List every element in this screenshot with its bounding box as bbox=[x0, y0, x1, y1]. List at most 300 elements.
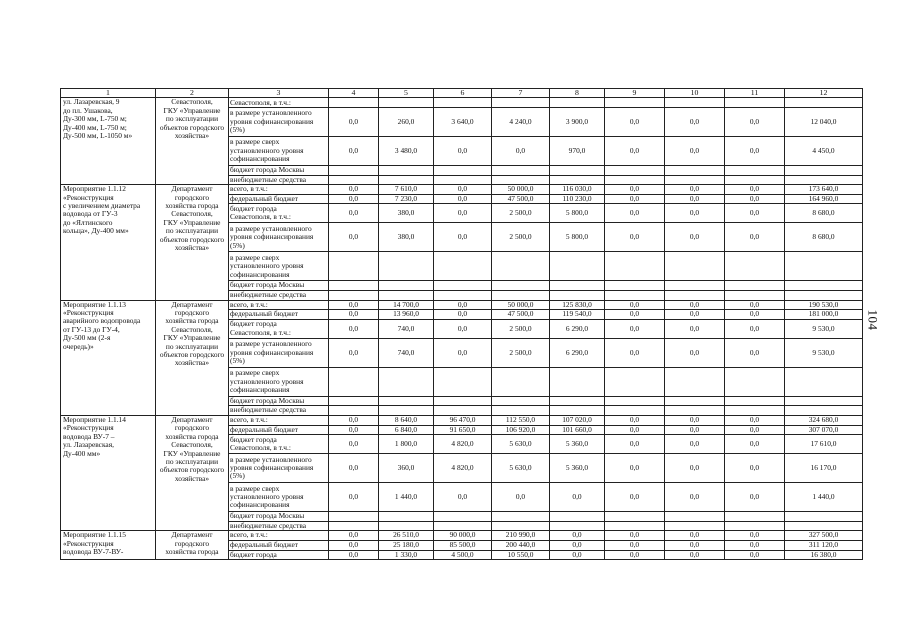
value-cell-col-4: 0,0 bbox=[329, 540, 379, 550]
value-cell-col-7: 112 550,0 bbox=[492, 415, 550, 425]
value-cell-col-6: 4 820,0 bbox=[434, 454, 492, 483]
value-cell-col-7: 5 630,0 bbox=[492, 435, 550, 454]
value-cell-col-9 bbox=[605, 396, 665, 406]
funding-source: в размере сверх установленного уровня софинансирования bbox=[229, 483, 329, 512]
value-cell-col-4: 0,0 bbox=[329, 435, 379, 454]
value-cell-col-9: 0,0 bbox=[605, 454, 665, 483]
value-cell-col-11: 0,0 bbox=[725, 137, 785, 166]
value-cell-col-10 bbox=[665, 252, 725, 281]
value-cell-col-5: 1 330,0 bbox=[379, 550, 434, 560]
value-cell-col-9: 0,0 bbox=[605, 550, 665, 560]
funding-source: бюджет города bbox=[229, 550, 329, 560]
value-cell-col-10: 0,0 bbox=[665, 415, 725, 425]
value-cell-col-12 bbox=[785, 406, 863, 416]
value-cell-col-8 bbox=[550, 512, 605, 522]
value-cell-col-7 bbox=[492, 252, 550, 281]
column-number-7: 7 bbox=[492, 89, 550, 98]
value-cell-col-6: 0,0 bbox=[434, 338, 492, 367]
measure-name: Мероприятие 1.1.12 «Реконструкция с увеличением диаметра водовода от ГУ-3 до «Ялтинского кольца», Ду-400 мм» bbox=[61, 185, 156, 300]
value-cell-col-5 bbox=[379, 252, 434, 281]
value-cell-col-8 bbox=[550, 521, 605, 531]
value-cell-col-11: 0,0 bbox=[725, 454, 785, 483]
value-cell-col-5: 26 510,0 bbox=[379, 531, 434, 541]
value-cell-col-8: 970,0 bbox=[550, 137, 605, 166]
value-cell-col-4: 0,0 bbox=[329, 338, 379, 367]
funding-source: внебюджетные средства bbox=[229, 175, 329, 185]
value-cell-col-7: 0,0 bbox=[492, 137, 550, 166]
value-cell-col-10 bbox=[665, 521, 725, 531]
value-cell-col-11: 0,0 bbox=[725, 338, 785, 367]
value-cell-col-9 bbox=[605, 406, 665, 416]
executor-name: Департамент городского хозяйства города Севастополя, ГКУ «Управление по эксплуатации объектов городского хозяйства» bbox=[156, 415, 229, 530]
value-cell-col-5: 360,0 bbox=[379, 454, 434, 483]
value-cell-col-9 bbox=[605, 290, 665, 300]
funding-source: всего, в т.ч.: bbox=[229, 300, 329, 310]
funding-source: бюджет города Москвы bbox=[229, 281, 329, 291]
value-cell-col-9: 0,0 bbox=[605, 531, 665, 541]
value-cell-col-6 bbox=[434, 175, 492, 185]
value-cell-col-11: 0,0 bbox=[725, 435, 785, 454]
value-cell-col-9 bbox=[605, 98, 665, 108]
value-cell-col-8 bbox=[550, 175, 605, 185]
column-number-9: 9 bbox=[605, 89, 665, 98]
funding-source: федеральный бюджет bbox=[229, 310, 329, 320]
value-cell-col-10 bbox=[665, 166, 725, 176]
executor-name: Департамент городского хозяйства города Севастополя, ГКУ «Управление по эксплуатации объектов городского хозяйства» bbox=[156, 300, 229, 415]
value-cell-col-7: 2 500,0 bbox=[492, 204, 550, 223]
value-cell-col-6: 85 500,0 bbox=[434, 540, 492, 550]
funding-source: бюджет города Москвы bbox=[229, 396, 329, 406]
value-cell-col-7: 47 500,0 bbox=[492, 310, 550, 320]
value-cell-col-11: 0,0 bbox=[725, 310, 785, 320]
value-cell-col-11 bbox=[725, 290, 785, 300]
value-cell-col-9: 0,0 bbox=[605, 223, 665, 252]
value-cell-col-12 bbox=[785, 281, 863, 291]
value-cell-col-7: 50 000,0 bbox=[492, 185, 550, 195]
value-cell-col-6: 0,0 bbox=[434, 204, 492, 223]
value-cell-col-12: 16 380,0 bbox=[785, 550, 863, 560]
funding-source: бюджет города Севастополя, в т.ч.: bbox=[229, 435, 329, 454]
value-cell-col-11: 0,0 bbox=[725, 300, 785, 310]
value-cell-col-7: 2 500,0 bbox=[492, 223, 550, 252]
value-cell-col-6 bbox=[434, 290, 492, 300]
value-cell-col-12 bbox=[785, 290, 863, 300]
value-cell-col-4 bbox=[329, 175, 379, 185]
value-cell-col-11: 0,0 bbox=[725, 194, 785, 204]
value-cell-col-8: 0,0 bbox=[550, 550, 605, 560]
value-cell-col-10: 0,0 bbox=[665, 483, 725, 512]
value-cell-col-6 bbox=[434, 98, 492, 108]
funding-source: федеральный бюджет bbox=[229, 540, 329, 550]
value-cell-col-11: 0,0 bbox=[725, 483, 785, 512]
value-cell-col-7: 10 550,0 bbox=[492, 550, 550, 560]
executor-name: Севастополя, ГКУ «Управление по эксплуатации объектов городского хозяйства» bbox=[156, 98, 229, 185]
value-cell-col-4: 0,0 bbox=[329, 550, 379, 560]
value-cell-col-11 bbox=[725, 252, 785, 281]
header-row bbox=[61, 89, 863, 98]
value-cell-col-12: 4 450,0 bbox=[785, 137, 863, 166]
value-cell-col-8 bbox=[550, 367, 605, 396]
table-row bbox=[61, 415, 863, 425]
value-cell-col-9: 0,0 bbox=[605, 435, 665, 454]
value-cell-col-9: 0,0 bbox=[605, 338, 665, 367]
value-cell-col-5: 25 180,0 bbox=[379, 540, 434, 550]
value-cell-col-10: 0,0 bbox=[665, 319, 725, 338]
budget-table-sheet bbox=[60, 88, 863, 560]
value-cell-col-9: 0,0 bbox=[605, 300, 665, 310]
value-cell-col-5 bbox=[379, 521, 434, 531]
value-cell-col-6: 0,0 bbox=[434, 223, 492, 252]
value-cell-col-5: 740,0 bbox=[379, 338, 434, 367]
funding-source: федеральный бюджет bbox=[229, 425, 329, 435]
value-cell-col-12: 173 640,0 bbox=[785, 185, 863, 195]
value-cell-col-10 bbox=[665, 367, 725, 396]
value-cell-col-10: 0,0 bbox=[665, 310, 725, 320]
value-cell-col-8: 116 030,0 bbox=[550, 185, 605, 195]
value-cell-col-5: 380,0 bbox=[379, 223, 434, 252]
value-cell-col-9 bbox=[605, 367, 665, 396]
value-cell-col-8: 0,0 bbox=[550, 531, 605, 541]
value-cell-col-11 bbox=[725, 512, 785, 522]
value-cell-col-8 bbox=[550, 98, 605, 108]
value-cell-col-10: 0,0 bbox=[665, 137, 725, 166]
value-cell-col-10 bbox=[665, 175, 725, 185]
column-number-11: 11 bbox=[725, 89, 785, 98]
table-row bbox=[61, 300, 863, 310]
value-cell-col-5: 13 960,0 bbox=[379, 310, 434, 320]
value-cell-col-8: 0,0 bbox=[550, 483, 605, 512]
value-cell-col-12: 17 610,0 bbox=[785, 435, 863, 454]
value-cell-col-10: 0,0 bbox=[665, 454, 725, 483]
value-cell-col-4: 0,0 bbox=[329, 194, 379, 204]
value-cell-col-6 bbox=[434, 406, 492, 416]
value-cell-col-7: 210 990,0 bbox=[492, 531, 550, 541]
value-cell-col-4 bbox=[329, 512, 379, 522]
value-cell-col-12: 324 680,0 bbox=[785, 415, 863, 425]
value-cell-col-9: 0,0 bbox=[605, 483, 665, 512]
value-cell-col-12 bbox=[785, 512, 863, 522]
value-cell-col-8: 101 660,0 bbox=[550, 425, 605, 435]
value-cell-col-6: 0,0 bbox=[434, 137, 492, 166]
value-cell-col-7: 106 920,0 bbox=[492, 425, 550, 435]
value-cell-col-10 bbox=[665, 396, 725, 406]
value-cell-col-11 bbox=[725, 175, 785, 185]
value-cell-col-5 bbox=[379, 175, 434, 185]
value-cell-col-6 bbox=[434, 252, 492, 281]
value-cell-col-10 bbox=[665, 98, 725, 108]
value-cell-col-11 bbox=[725, 166, 785, 176]
value-cell-col-6 bbox=[434, 521, 492, 531]
value-cell-col-7: 2 500,0 bbox=[492, 319, 550, 338]
value-cell-col-12: 9 530,0 bbox=[785, 319, 863, 338]
value-cell-col-5: 740,0 bbox=[379, 319, 434, 338]
column-number-12: 12 bbox=[785, 89, 863, 98]
value-cell-col-6: 0,0 bbox=[434, 300, 492, 310]
budget-table bbox=[60, 88, 863, 560]
value-cell-col-7 bbox=[492, 175, 550, 185]
value-cell-col-6: 3 640,0 bbox=[434, 108, 492, 137]
funding-source: всего, в т.ч.: bbox=[229, 185, 329, 195]
value-cell-col-6: 90 000,0 bbox=[434, 531, 492, 541]
value-cell-col-8: 3 900,0 bbox=[550, 108, 605, 137]
value-cell-col-11: 0,0 bbox=[725, 223, 785, 252]
funding-source: всего, в т.ч.: bbox=[229, 415, 329, 425]
value-cell-col-10 bbox=[665, 290, 725, 300]
funding-source: внебюджетные средства bbox=[229, 406, 329, 416]
funding-source: в размере установленного уровня софинансирования (5%) bbox=[229, 338, 329, 367]
value-cell-col-4: 0,0 bbox=[329, 108, 379, 137]
value-cell-col-12 bbox=[785, 175, 863, 185]
value-cell-col-7: 200 440,0 bbox=[492, 540, 550, 550]
value-cell-col-12 bbox=[785, 367, 863, 396]
value-cell-col-7: 50 000,0 bbox=[492, 300, 550, 310]
value-cell-col-7 bbox=[492, 281, 550, 291]
value-cell-col-11 bbox=[725, 98, 785, 108]
value-cell-col-10 bbox=[665, 406, 725, 416]
value-cell-col-8 bbox=[550, 290, 605, 300]
value-cell-col-5 bbox=[379, 98, 434, 108]
value-cell-col-12 bbox=[785, 396, 863, 406]
value-cell-col-4 bbox=[329, 281, 379, 291]
value-cell-col-10 bbox=[665, 281, 725, 291]
value-cell-col-12: 181 000,0 bbox=[785, 310, 863, 320]
funding-source: бюджет города Москвы bbox=[229, 166, 329, 176]
value-cell-col-8 bbox=[550, 281, 605, 291]
column-number-6: 6 bbox=[434, 89, 492, 98]
value-cell-col-8: 5 800,0 bbox=[550, 223, 605, 252]
value-cell-col-10: 0,0 bbox=[665, 540, 725, 550]
value-cell-col-7 bbox=[492, 367, 550, 396]
value-cell-col-7 bbox=[492, 166, 550, 176]
value-cell-col-12: 307 070,0 bbox=[785, 425, 863, 435]
value-cell-col-10: 0,0 bbox=[665, 531, 725, 541]
measure-name: Мероприятие 1.1.13 «Реконструкция аварийного водопровода от ГУ-13 до ГУ-4, Ду-500 мм (2-я очередь)» bbox=[61, 300, 156, 415]
value-cell-col-4: 0,0 bbox=[329, 310, 379, 320]
value-cell-col-6 bbox=[434, 166, 492, 176]
value-cell-col-11: 0,0 bbox=[725, 425, 785, 435]
value-cell-col-11: 0,0 bbox=[725, 204, 785, 223]
value-cell-col-10: 0,0 bbox=[665, 435, 725, 454]
value-cell-col-4: 0,0 bbox=[329, 319, 379, 338]
value-cell-col-6 bbox=[434, 281, 492, 291]
value-cell-col-9 bbox=[605, 175, 665, 185]
value-cell-col-4 bbox=[329, 367, 379, 396]
funding-source: внебюджетные средства bbox=[229, 521, 329, 531]
value-cell-col-9: 0,0 bbox=[605, 540, 665, 550]
value-cell-col-8: 6 290,0 bbox=[550, 319, 605, 338]
value-cell-col-6: 0,0 bbox=[434, 483, 492, 512]
value-cell-col-4 bbox=[329, 98, 379, 108]
executor-name: Департамент городского хозяйства города bbox=[156, 531, 229, 560]
value-cell-col-6 bbox=[434, 396, 492, 406]
value-cell-col-9: 0,0 bbox=[605, 108, 665, 137]
value-cell-col-4: 0,0 bbox=[329, 185, 379, 195]
value-cell-col-11 bbox=[725, 521, 785, 531]
value-cell-col-10 bbox=[665, 512, 725, 522]
value-cell-col-9: 0,0 bbox=[605, 415, 665, 425]
value-cell-col-12: 16 170,0 bbox=[785, 454, 863, 483]
value-cell-col-11 bbox=[725, 367, 785, 396]
value-cell-col-5: 7 610,0 bbox=[379, 185, 434, 195]
value-cell-col-5 bbox=[379, 367, 434, 396]
funding-source: внебюджетные средства bbox=[229, 290, 329, 300]
value-cell-col-8: 5 800,0 bbox=[550, 204, 605, 223]
column-number-1: 1 bbox=[61, 89, 156, 98]
value-cell-col-10: 0,0 bbox=[665, 300, 725, 310]
value-cell-col-9 bbox=[605, 252, 665, 281]
value-cell-col-9 bbox=[605, 166, 665, 176]
value-cell-col-5 bbox=[379, 290, 434, 300]
value-cell-col-4: 0,0 bbox=[329, 531, 379, 541]
value-cell-col-6 bbox=[434, 367, 492, 396]
value-cell-col-5 bbox=[379, 281, 434, 291]
value-cell-col-5: 6 840,0 bbox=[379, 425, 434, 435]
value-cell-col-12: 8 680,0 bbox=[785, 204, 863, 223]
value-cell-col-4: 0,0 bbox=[329, 300, 379, 310]
funding-source: всего, в т.ч.: bbox=[229, 531, 329, 541]
value-cell-col-5 bbox=[379, 512, 434, 522]
funding-source: в размере сверх установленного уровня софинансирования bbox=[229, 137, 329, 166]
value-cell-col-8: 125 830,0 bbox=[550, 300, 605, 310]
value-cell-col-12: 1 440,0 bbox=[785, 483, 863, 512]
value-cell-col-9: 0,0 bbox=[605, 204, 665, 223]
funding-source: бюджет города Севастополя, в т.ч.: bbox=[229, 204, 329, 223]
page-number: 104 bbox=[865, 309, 881, 331]
funding-source: в размере сверх установленного уровня софинансирования bbox=[229, 252, 329, 281]
value-cell-col-8 bbox=[550, 166, 605, 176]
value-cell-col-7 bbox=[492, 521, 550, 531]
value-cell-col-5: 1 800,0 bbox=[379, 435, 434, 454]
value-cell-col-11: 0,0 bbox=[725, 108, 785, 137]
value-cell-col-10: 0,0 bbox=[665, 108, 725, 137]
value-cell-col-9: 0,0 bbox=[605, 310, 665, 320]
value-cell-col-7: 0,0 bbox=[492, 483, 550, 512]
value-cell-col-5: 14 700,0 bbox=[379, 300, 434, 310]
value-cell-col-7: 5 630,0 bbox=[492, 454, 550, 483]
value-cell-col-6 bbox=[434, 512, 492, 522]
value-cell-col-4: 0,0 bbox=[329, 483, 379, 512]
value-cell-col-5 bbox=[379, 406, 434, 416]
value-cell-col-4: 0,0 bbox=[329, 454, 379, 483]
value-cell-col-8: 5 360,0 bbox=[550, 454, 605, 483]
value-cell-col-6: 91 650,0 bbox=[434, 425, 492, 435]
value-cell-col-5: 3 480,0 bbox=[379, 137, 434, 166]
value-cell-col-11: 0,0 bbox=[725, 185, 785, 195]
value-cell-col-11: 0,0 bbox=[725, 531, 785, 541]
value-cell-col-7 bbox=[492, 406, 550, 416]
value-cell-col-8: 110 230,0 bbox=[550, 194, 605, 204]
value-cell-col-10: 0,0 bbox=[665, 425, 725, 435]
funding-source: бюджет города Москвы bbox=[229, 512, 329, 522]
value-cell-col-6: 0,0 bbox=[434, 310, 492, 320]
funding-source: федеральный бюджет bbox=[229, 194, 329, 204]
value-cell-col-9: 0,0 bbox=[605, 194, 665, 204]
value-cell-col-5: 8 640,0 bbox=[379, 415, 434, 425]
value-cell-col-5: 260,0 bbox=[379, 108, 434, 137]
value-cell-col-11: 0,0 bbox=[725, 415, 785, 425]
value-cell-col-10: 0,0 bbox=[665, 185, 725, 195]
value-cell-col-7 bbox=[492, 290, 550, 300]
value-cell-col-7: 4 240,0 bbox=[492, 108, 550, 137]
column-number-4: 4 bbox=[329, 89, 379, 98]
value-cell-col-4: 0,0 bbox=[329, 425, 379, 435]
value-cell-col-6: 4 500,0 bbox=[434, 550, 492, 560]
value-cell-col-11 bbox=[725, 396, 785, 406]
column-number-2: 2 bbox=[156, 89, 229, 98]
value-cell-col-9: 0,0 bbox=[605, 185, 665, 195]
value-cell-col-11: 0,0 bbox=[725, 550, 785, 560]
value-cell-col-12: 311 120,0 bbox=[785, 540, 863, 550]
funding-source: в размере сверх установленного уровня софинансирования bbox=[229, 367, 329, 396]
value-cell-col-12: 164 960,0 bbox=[785, 194, 863, 204]
column-number-5: 5 bbox=[379, 89, 434, 98]
value-cell-col-6: 4 820,0 bbox=[434, 435, 492, 454]
value-cell-col-8 bbox=[550, 406, 605, 416]
value-cell-col-10: 0,0 bbox=[665, 223, 725, 252]
value-cell-col-8 bbox=[550, 396, 605, 406]
column-number-8: 8 bbox=[550, 89, 605, 98]
value-cell-col-5 bbox=[379, 396, 434, 406]
value-cell-col-10: 0,0 bbox=[665, 338, 725, 367]
value-cell-col-6: 0,0 bbox=[434, 319, 492, 338]
value-cell-col-9 bbox=[605, 521, 665, 531]
value-cell-col-9: 0,0 bbox=[605, 425, 665, 435]
value-cell-col-6: 0,0 bbox=[434, 194, 492, 204]
value-cell-col-12: 12 040,0 bbox=[785, 108, 863, 137]
value-cell-col-12 bbox=[785, 166, 863, 176]
value-cell-col-12: 190 530,0 bbox=[785, 300, 863, 310]
value-cell-col-7 bbox=[492, 512, 550, 522]
value-cell-col-4: 0,0 bbox=[329, 415, 379, 425]
table-row bbox=[61, 98, 863, 108]
value-cell-col-5 bbox=[379, 166, 434, 176]
value-cell-col-4: 0,0 bbox=[329, 223, 379, 252]
value-cell-col-12 bbox=[785, 521, 863, 531]
measure-name: Мероприятие 1.1.14 «Реконструкция водовода ВУ-7 – ул. Лазаревская, Ду-400 мм» bbox=[61, 415, 156, 530]
value-cell-col-10: 0,0 bbox=[665, 194, 725, 204]
funding-source: Севастополя, в т.ч.: bbox=[229, 98, 329, 108]
value-cell-col-5: 380,0 bbox=[379, 204, 434, 223]
value-cell-col-7: 2 500,0 bbox=[492, 338, 550, 367]
funding-source: в размере установленного уровня софинансирования (5%) bbox=[229, 223, 329, 252]
value-cell-col-4: 0,0 bbox=[329, 137, 379, 166]
value-cell-col-12 bbox=[785, 98, 863, 108]
value-cell-col-9 bbox=[605, 512, 665, 522]
column-number-10: 10 bbox=[665, 89, 725, 98]
value-cell-col-6: 0,0 bbox=[434, 185, 492, 195]
value-cell-col-12: 9 530,0 bbox=[785, 338, 863, 367]
value-cell-col-8: 5 360,0 bbox=[550, 435, 605, 454]
column-number-3: 3 bbox=[229, 89, 329, 98]
funding-source: в размере установленного уровня софинансирования (5%) bbox=[229, 108, 329, 137]
value-cell-col-11: 0,0 bbox=[725, 540, 785, 550]
executor-name: Департамент городского хозяйства города Севастополя, ГКУ «Управление по эксплуатации объектов городского хозяйства» bbox=[156, 185, 229, 300]
value-cell-col-9 bbox=[605, 281, 665, 291]
value-cell-col-4 bbox=[329, 396, 379, 406]
measure-name: Мероприятие 1.1.15 «Реконструкция водовода ВУ-7-ВУ- bbox=[61, 531, 156, 560]
table-row bbox=[61, 531, 863, 541]
table-row bbox=[61, 185, 863, 195]
value-cell-col-5: 1 440,0 bbox=[379, 483, 434, 512]
value-cell-col-10: 0,0 bbox=[665, 204, 725, 223]
value-cell-col-8 bbox=[550, 252, 605, 281]
measure-name: ул. Лазаревская, 9 до пл. Ушакова, Ду-300 мм, L-750 м; Ду-400 мм, L-750 м; Ду-500 мм, L-1050 м» bbox=[61, 98, 156, 185]
value-cell-col-12: 327 500,0 bbox=[785, 531, 863, 541]
value-cell-col-12 bbox=[785, 252, 863, 281]
value-cell-col-6: 96 470,0 bbox=[434, 415, 492, 425]
value-cell-col-11 bbox=[725, 281, 785, 291]
value-cell-col-5: 7 230,0 bbox=[379, 194, 434, 204]
